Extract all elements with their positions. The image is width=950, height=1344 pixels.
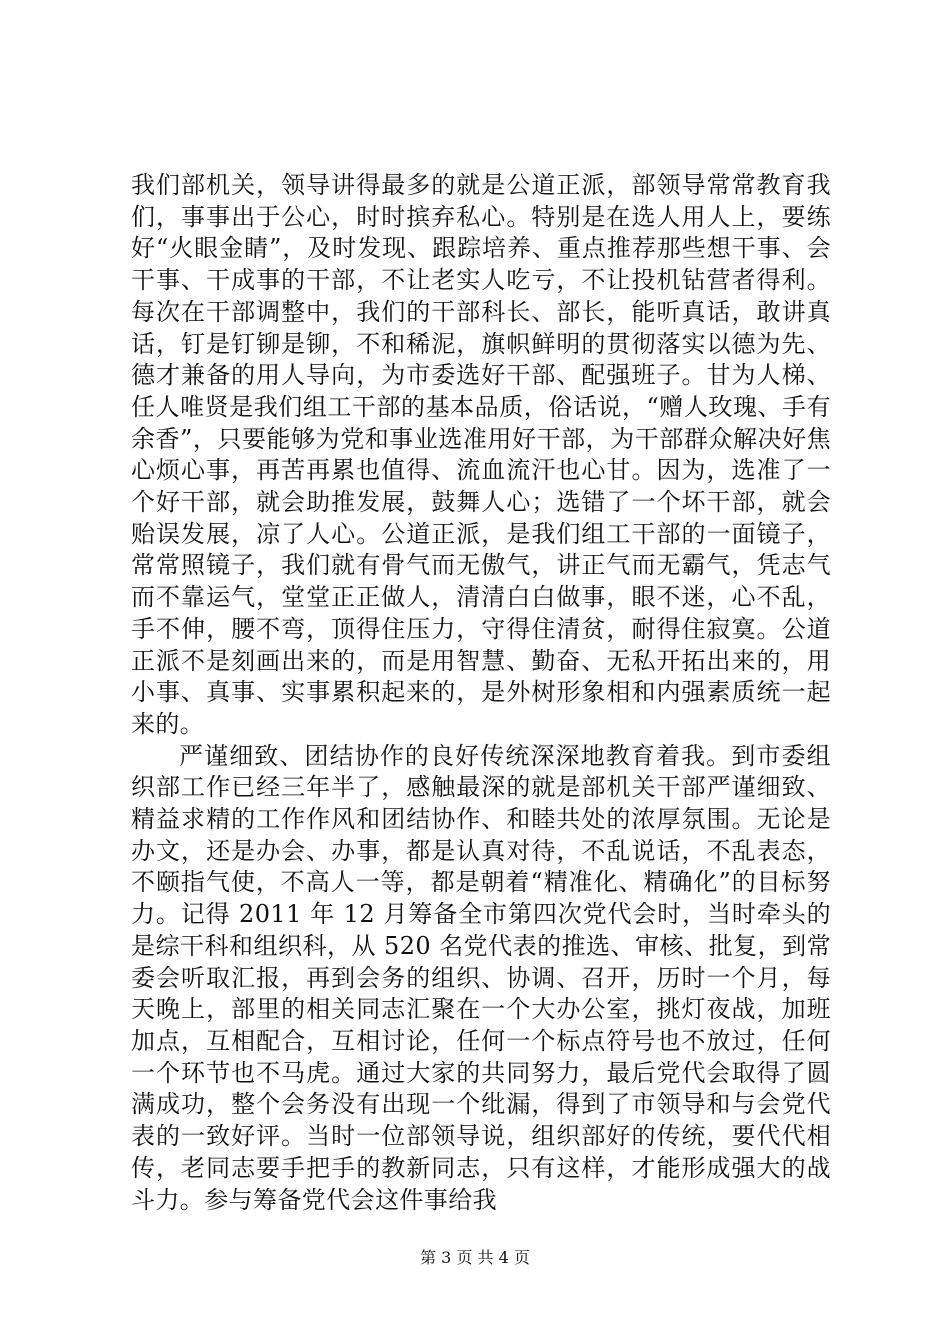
document-body <box>131 170 831 1216</box>
page-footer: 第 3 页 共 4 页 <box>420 1248 530 1267</box>
paragraph-1: 我们部机关，领导讲得最多的就是公道正派，部领导常常教育我们，事事出于公心，时时摈弃私心。特别是在选人用人上，要练好“火眼金睛”，及时发现、跟踪培养、重点推荐那些想干事、会干事、干成事的干部，不让老实人吃亏，不让投机钻营者得利。每次在干部调整中，我们的干部科长、部长，能听真话，敢讲真话，钉是钉铆是铆，不和稀泥，旗帜鲜明的贯彻落实以德为先、德才兼备的用人导向，为市委选好干部、配强班子。甘为人梯、任人唯贤是我们组工干部的基本品质，俗话说，“赠人玫瑰、手有余香”，只要能够为党和事业选准用好干部，为干部群众解决好焦心烦心事，再苦再累也值得、流血流汗也心甘。因为，选准了一个好干部，就会助推发展，鼓舞人心；选错了一个坏干部，就会贻误发展，凉了人心。公道正派，是我们组工干部的一面镜子，常常照镜子，我们就有骨气而无傲气，讲正气而无霸气，凭志气而不靠运气，堂堂正正做人，清清白白做事，眼不迷，心不乱，手不伸，腰不弯，顶得住压力，守得住清贫，耐得住寂寞。公道正派不是刻画出来的，而是用智慧、勤奋、无私开拓出来的，用小事、真事、实事累积起来的，是外树形象相和内强素质统一起来的。 <box>131 171 831 738</box>
paragraph-2: 严谨细致、团结协作的良好传统深深地教育着我。到市委组织部工作已经三年半了，感触最深的就是部机关干部严谨细致、精益求精的工作作风和团结协作、和睦共处的浓厚氛围。无论是办文，还是办会、办事，都是认真对待，不乱说话，不乱表态，不颐指气使，不高人一等，都是朝着“精准化、精确化”的目标努力。记得 2011 年 12 月筹备全市第四次党代会时，当时牵头的是综干科和组织科，从 520 名党代表的推选、审核、批复，到常委会听取汇报，再到会务的组织、协调、召开，历时一个月，每天晚上，部里的相关同志汇聚在一个大办公室，挑灯夜战，加班加点，互相配合，互相讨论，任何一个标点符号也不放过，任何一个环节也不马虎。通过大家的共同努力，最后党代会取得了圆满成功，整个会务没有出现一个纰漏，得到了市领导和与会党代表的一致好评。当时一位部领导说，组织部好的传统，要代代相传，老同志要手把手的教新同志，只有这样，才能形成强大的战斗力。参与筹备党代会这件事给我 <box>131 741 831 1214</box>
